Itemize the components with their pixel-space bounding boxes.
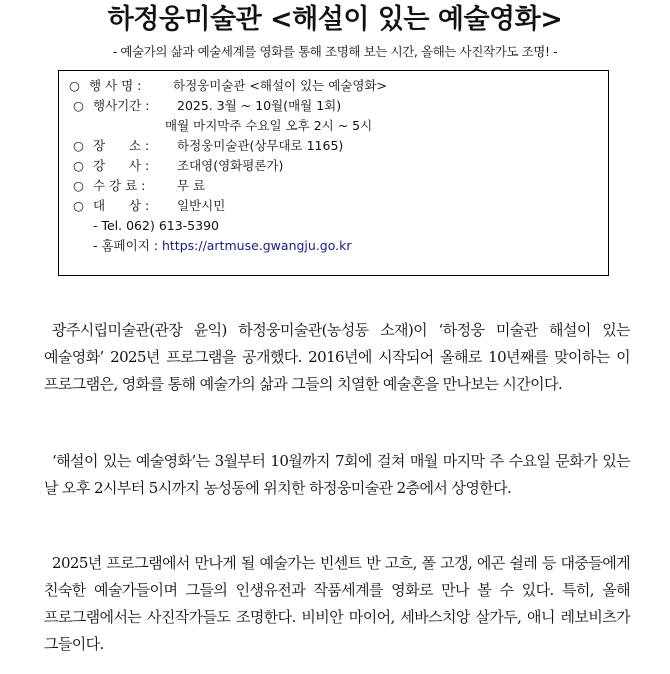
info-row-tel bbox=[69, 216, 608, 236]
info-row-event-period bbox=[69, 96, 608, 116]
info-row-venue bbox=[69, 136, 608, 156]
info-label: 행사기간 : bbox=[93, 98, 150, 113]
info-label: 대 상 : bbox=[93, 198, 150, 213]
bullet-circle-icon: ○ bbox=[73, 98, 84, 113]
info-value: 하정웅미술관(상무대로 1165) bbox=[177, 138, 344, 153]
page-subtitle: - 예술가의 삶과 예술세계를 영화를 통해 조명해 보는 시간, 올해는 사진작가도 조명! - bbox=[112, 44, 558, 59]
info-row-period-detail bbox=[69, 116, 608, 136]
bullet-circle-icon: ○ bbox=[73, 138, 84, 153]
bullet-circle-icon: ○ bbox=[73, 158, 84, 173]
info-value: 매월 마지막주 수요일 오후 2시 ~ 5시 bbox=[165, 118, 373, 133]
info-label: 수 강 료 : bbox=[93, 178, 146, 193]
info-row-lecturer bbox=[69, 156, 608, 176]
info-value: 조대영(영화평론가) bbox=[177, 158, 284, 173]
bullet-circle-icon: ○ bbox=[69, 78, 80, 93]
bullet-circle-icon: ○ bbox=[73, 198, 84, 213]
info-label: 행 사 명 : bbox=[89, 78, 142, 93]
info-label: 강 사 : bbox=[93, 158, 150, 173]
event-info-box bbox=[58, 70, 609, 276]
body-paragraph-1: 광주시립미술관(관장 윤익) 하정웅미술관(농성동 소재)이 ‘하정웅 미술관 해설이 있는 예술영화’ 2025년 프로그램을 공개했다. 2016년에 시작되어 올해로 10년째를 맞이하는 이 프로그램은, 영화를 통해 예술가의 삶과 그들의 치열한 예술혼을 만나보는 시간이다. bbox=[44, 321, 630, 393]
info-value: 무 료 bbox=[177, 178, 206, 193]
info-row-fee bbox=[69, 176, 608, 196]
info-value: 2025. 3월 ~ 10월(매월 1회) bbox=[177, 98, 342, 113]
homepage-link[interactable]: https://artmuse.gwangju.go.kr bbox=[161, 238, 352, 253]
body-paragraph-2: ‘해설이 있는 예술영화’는 3월부터 10월까지 7회에 걸쳐 매월 마지막 주 수요일 문화가 있는 날 오후 2시부터 5시까지 농성동에 위치한 하정웅미술관 2층에서 상영한다. bbox=[44, 452, 630, 497]
bullet-circle-icon: ○ bbox=[73, 178, 84, 193]
info-row-audience bbox=[69, 196, 608, 216]
tel-text: - Tel. 062) 613-5390 bbox=[93, 218, 219, 233]
body-paragraph-3: 2025년 프로그램에서 만나게 될 예술가는 빈센트 반 고흐, 폴 고갱, 에곤 쉴레 등 대중들에게 친숙한 예술가들이며 그들의 인생유전과 작품세계를 영화로 만나 볼 수 있다. 특히, 올해 프로그램에서는 사진작가들도 조명한다. 비비안 마이어, 세바스치앙 살가두, 애니 레보비츠가 그들이다. bbox=[44, 554, 630, 653]
info-row-homepage bbox=[69, 236, 608, 256]
info-value: 일반시민 bbox=[177, 198, 226, 213]
page-title: 하정웅미술관 <해설이 있는 예술영화> bbox=[107, 4, 563, 35]
info-row-event-name bbox=[69, 76, 608, 96]
info-label: 장 소 : bbox=[93, 138, 150, 153]
info-value: 하정웅미술관 <해설이 있는 예술영화> bbox=[173, 78, 387, 93]
homepage-label: - 홈페이지 : bbox=[93, 238, 158, 253]
